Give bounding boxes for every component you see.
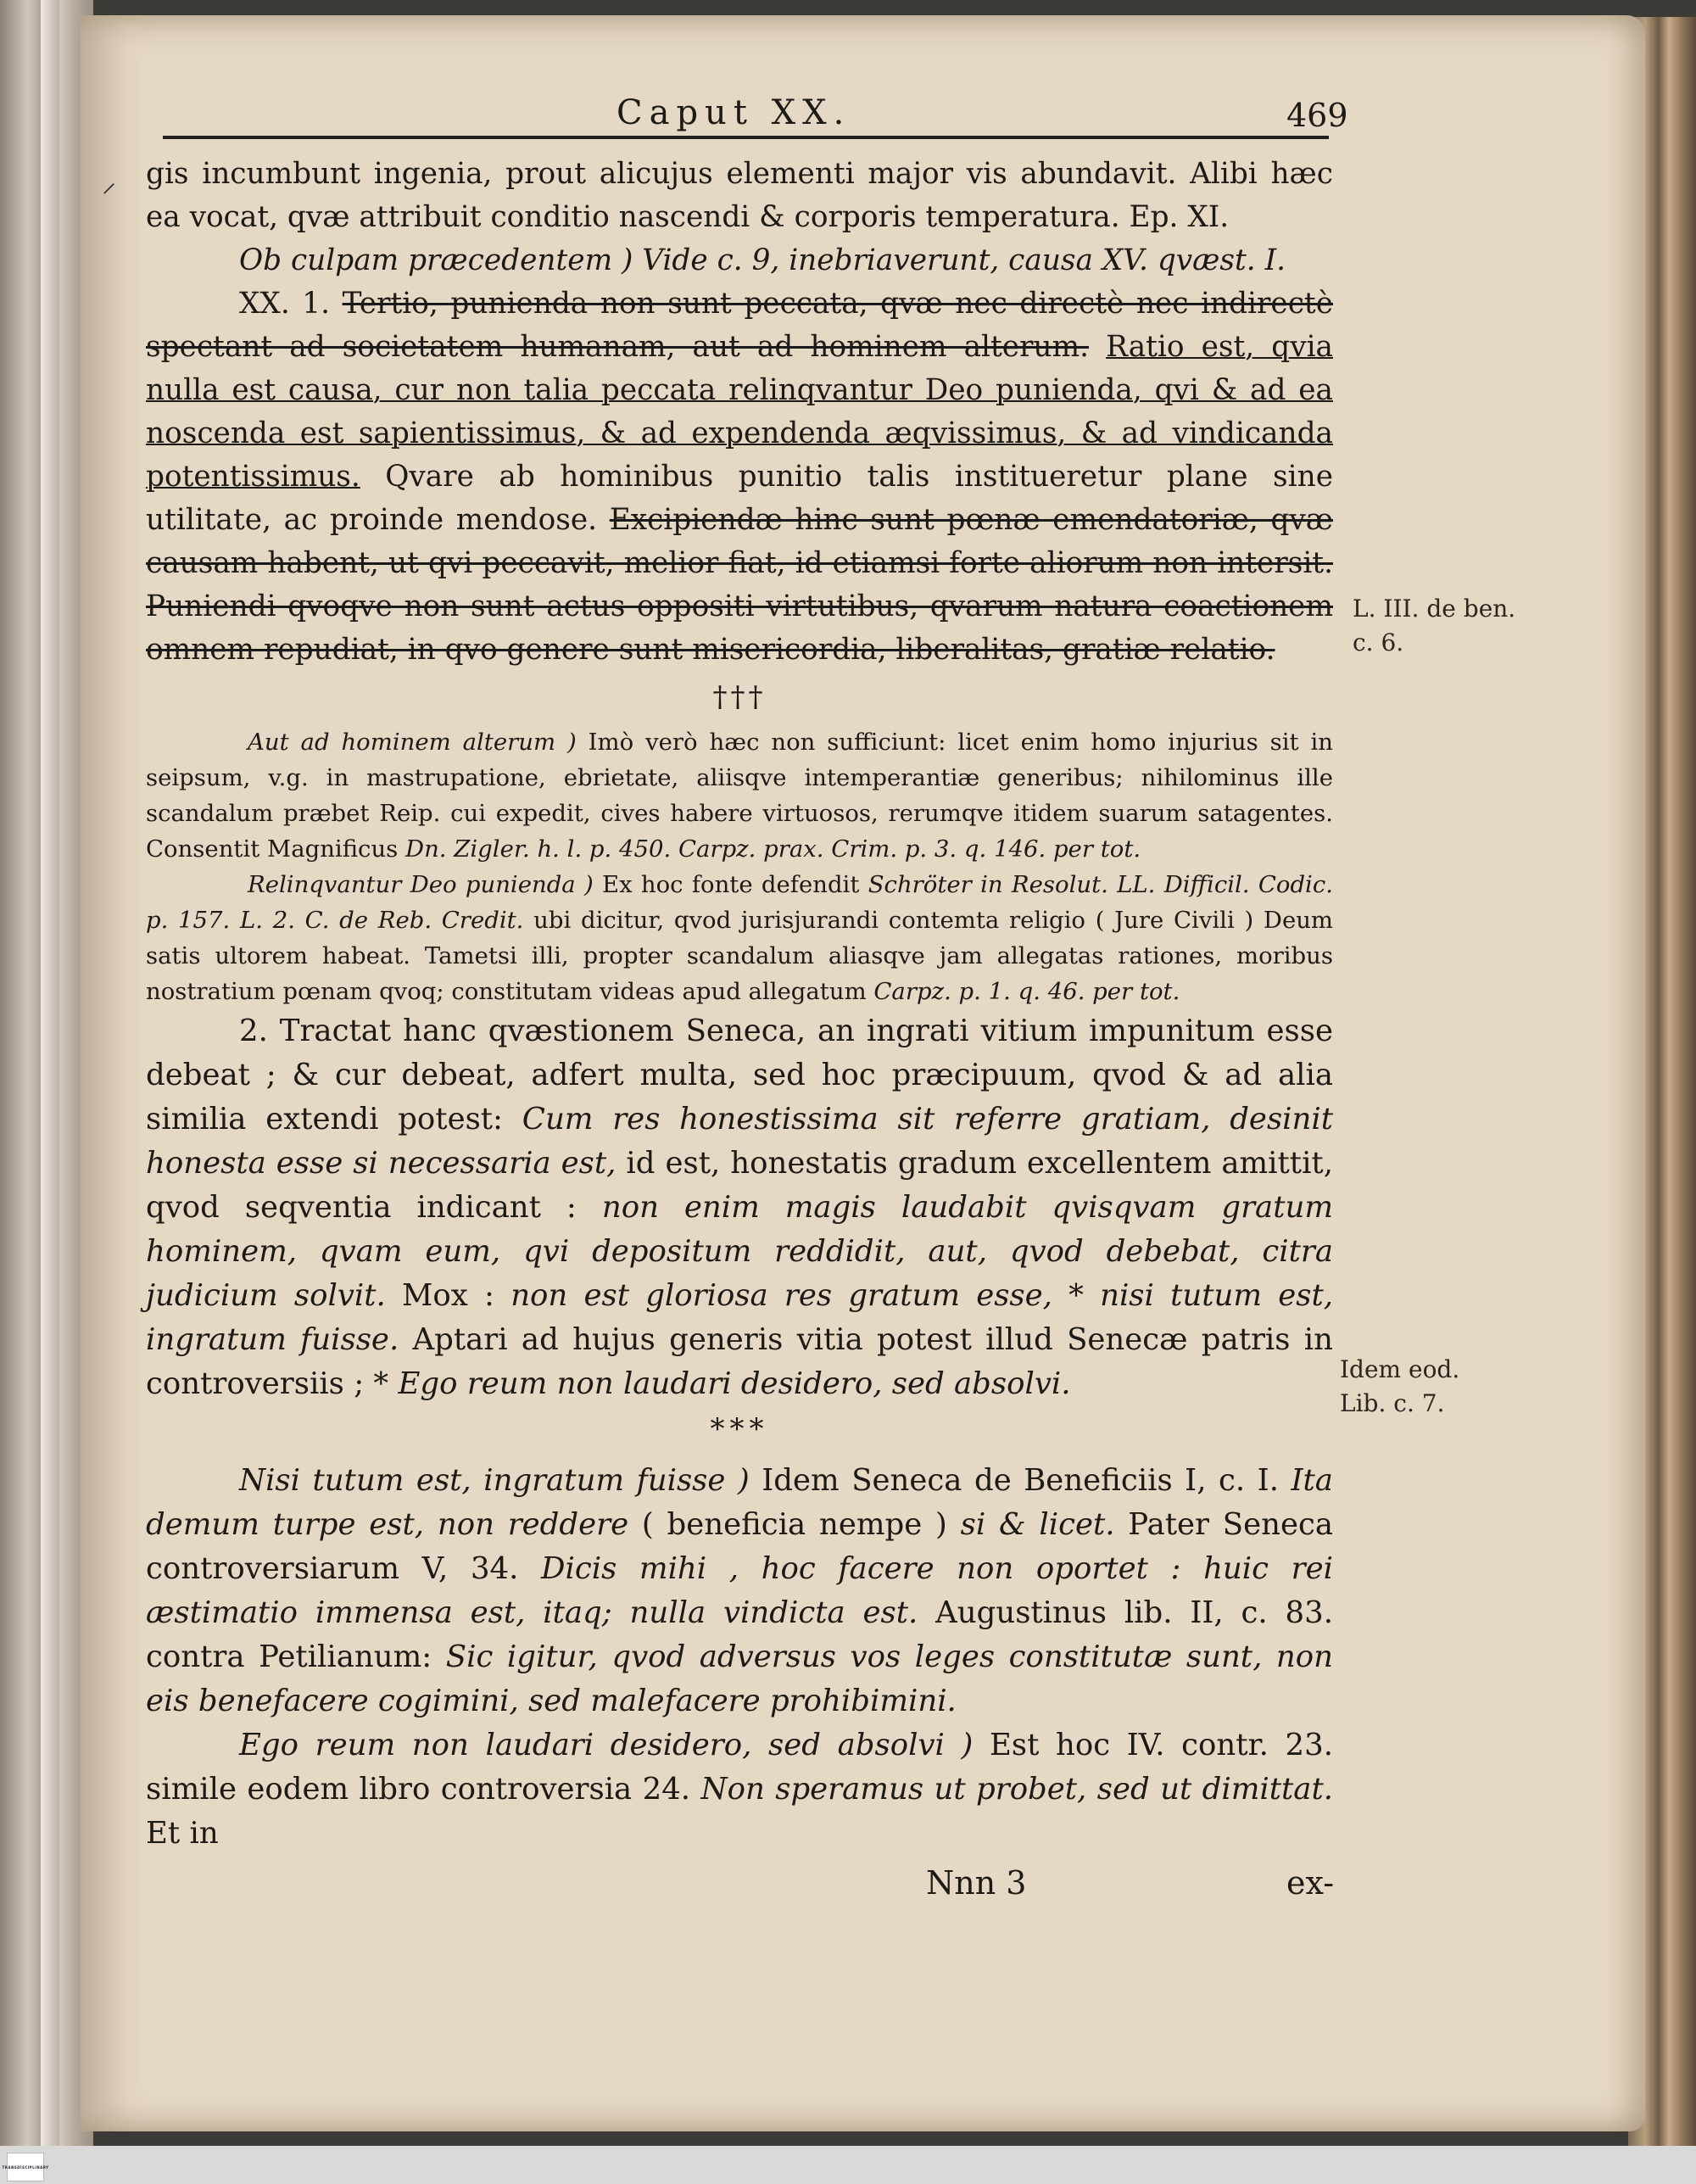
struck-text: Puniendi qvoqve non sunt actus oppositi virtutibus, qvarum natura coactionem omnem repudiat, in qvo genere sunt misericordia, liberalitas, gratiæ relatio. xyxy=(146,589,1333,667)
book-spine xyxy=(41,0,59,2146)
footnote-paragraph: Ego reum non laudari desidero, sed absolvi ) Est hoc IV. contr. 23. simile eodem libro controversia 24. Non speramus ut probet, sed ut dimittat. Et in xyxy=(146,1728,1333,1851)
footnote-paragraph: Nisi tutum est, ingratum fuisse ) Idem Seneca de Beneficiis I, c. I. Ita demum turpe est, non reddere ( beneficia nempe ) si & licet. Pater Seneca controversiarum V, 34. Dicis mihi , hoc facere non oportet : huic rei æstimatio immensa est, itaq; nulla vindicta est. Augustinus lib. II, c. 83. contra Petilianum: Sic igitur, qvod adversus vos leges constitutæ sunt, non eis benefacere cogimini, sed malefacere prohibimini. xyxy=(146,1463,1334,1718)
struck-text: Tertio, punienda non sunt peccata, qvæ nec directè nec indirectè spectant ad societatem humanam, aut ad hominem alterum. xyxy=(146,287,1333,364)
main-paragraph: 2. Tractat hanc qvæstionem Seneca, an ingrati vitium impunitum esse debeat ; & cur debeat, adfert multa, sed hoc præcipuum, qvod & ad alia similia extendi potest: Cum res honestissima sit referre gratiam, desinit honesta esse si necessaria est, id est, honestatis gradum excellentem amittit, qvod seqventia indicant : non enim magis laudabit qvisqvam gratum hominem, qvam eum, qvi depositum reddidit, aut, qvod debebat, citra judicium solvit. Mox : non est gloriosa res gratum esse, * nisi tutum est, ingratum fuisse. Aptari ad hujus generis vitia potest illud Senecæ patris in controversiis ; * Ego reum non laudari desidero, sed absolvi. xyxy=(146,1014,1334,1401)
section-separator: ††† xyxy=(712,680,767,714)
footnotes xyxy=(146,1459,1333,1856)
header-rule xyxy=(163,136,1329,139)
struck-text: Excipiendæ hinc sunt pœnæ emendatoriæ, qvæ causam habent, ut qvi peccavit, melior fiat, id etiamsi forte aliorum non intersit. xyxy=(146,503,1334,580)
page-content xyxy=(146,93,1348,1915)
underlined-text: Ratio est, qvia nulla est causa, cur non talia peccata relinqvantur Deo punienda, qvi & ad ea noscenda est sapientissimus, & ad expendenda æqvissimus, & ad vindicanda potentissimus. xyxy=(146,330,1334,494)
main-paragraph: gis incumbunt ingenia, prout alicujus elementi major vis abundavit. Alibi hæc ea vocat, qvæ attribuit conditio nascendi & corporis temperatura. Ep. XI. xyxy=(146,157,1333,234)
margin-note: L. III. de ben. c. 6. xyxy=(1353,595,1516,656)
signature-mark: Nnn 3 xyxy=(926,1864,1027,1902)
section-separator: *** xyxy=(710,1412,769,1446)
running-header xyxy=(146,93,1348,142)
page-number: 469 xyxy=(1286,97,1348,134)
viewer-bottom-bar xyxy=(0,2146,1696,2184)
main-paragraph: Ob culpam præcedentem ) Vide c. 9, inebriaverunt, causa XV. qvæst. I. xyxy=(239,243,1286,277)
section-2 xyxy=(146,1009,1333,1406)
note-paragraph: Relinqvantur Deo punienda ) Ex hoc fonte defendit Schröter in Resolut. LL. Difficil. Codic. p. 157. L. 2. C. de Reb. Credit. ubi dicitur, qvod jurisjurandi contemta religio ( Jure Civili ) Deum satis ultorem habeat. Tametsi illi, propter scandalum aliasqve jam allegatas rationes, moribus nostratium pœnam qvoq; constitutam videas apud allegatum Carpz. p. 1. q. 46. per tot. xyxy=(146,871,1334,1005)
page-footer xyxy=(146,1856,1333,1915)
handwritten-mark: ⸝ xyxy=(102,165,116,199)
note-paragraph: Aut ad hominem alterum ) Imò verò hæc non sufficiunt: licet enim homo injurius sit in seipsum, v.g. in mastrupatione, ebrietate, aliisqve intemperantiæ generibus; nihilominus ille scandalum præbet Reip. cui expedit, cives habere virtuosos, rerumqve itidem suarum satagentes. Consentit Magnificus Dn. Zigler. h. l. p. 450. Carpz. prax. Crim. p. 3. q. 146. per tot. xyxy=(146,729,1334,863)
library-logo[interactable]: TRANSDISCIPLINARY xyxy=(7,2153,44,2181)
margin-note: Idem eod. Lib. c. 7. xyxy=(1340,1355,1460,1417)
commentary-notes xyxy=(146,724,1333,1009)
catchword: ex- xyxy=(1286,1864,1335,1902)
main-text xyxy=(146,153,1333,672)
main-paragraph: XX. 1. Tertio, punienda non sunt peccata, qvæ nec directè nec indirectè spectant ad societatem humanam, aut ad hominem alterum. Ratio est, qvia nulla est causa, cur non talia peccata relinqvantur Deo punienda, qvi & ad ea noscenda est sapientissimus, & ad expendenda æqvissimus, & ad vindicanda potentissimus. Qvare ab hominibus punitio talis institueretur plane sine utilitate, ac proinde mendose. Excipiendæ hinc sunt pœnæ emendatoriæ, qvæ causam habent, ut qvi peccavit, melior fiat, id etiamsi forte aliorum non intersit. Puniendi qvoqve non sunt actus oppositi virtutibus, qvarum natura coactionem omnem repudiat, in qvo genere sunt misericordia, liberalitas, gratiæ relatio. xyxy=(146,287,1334,667)
chapter-title: Caput XX. xyxy=(616,93,851,132)
